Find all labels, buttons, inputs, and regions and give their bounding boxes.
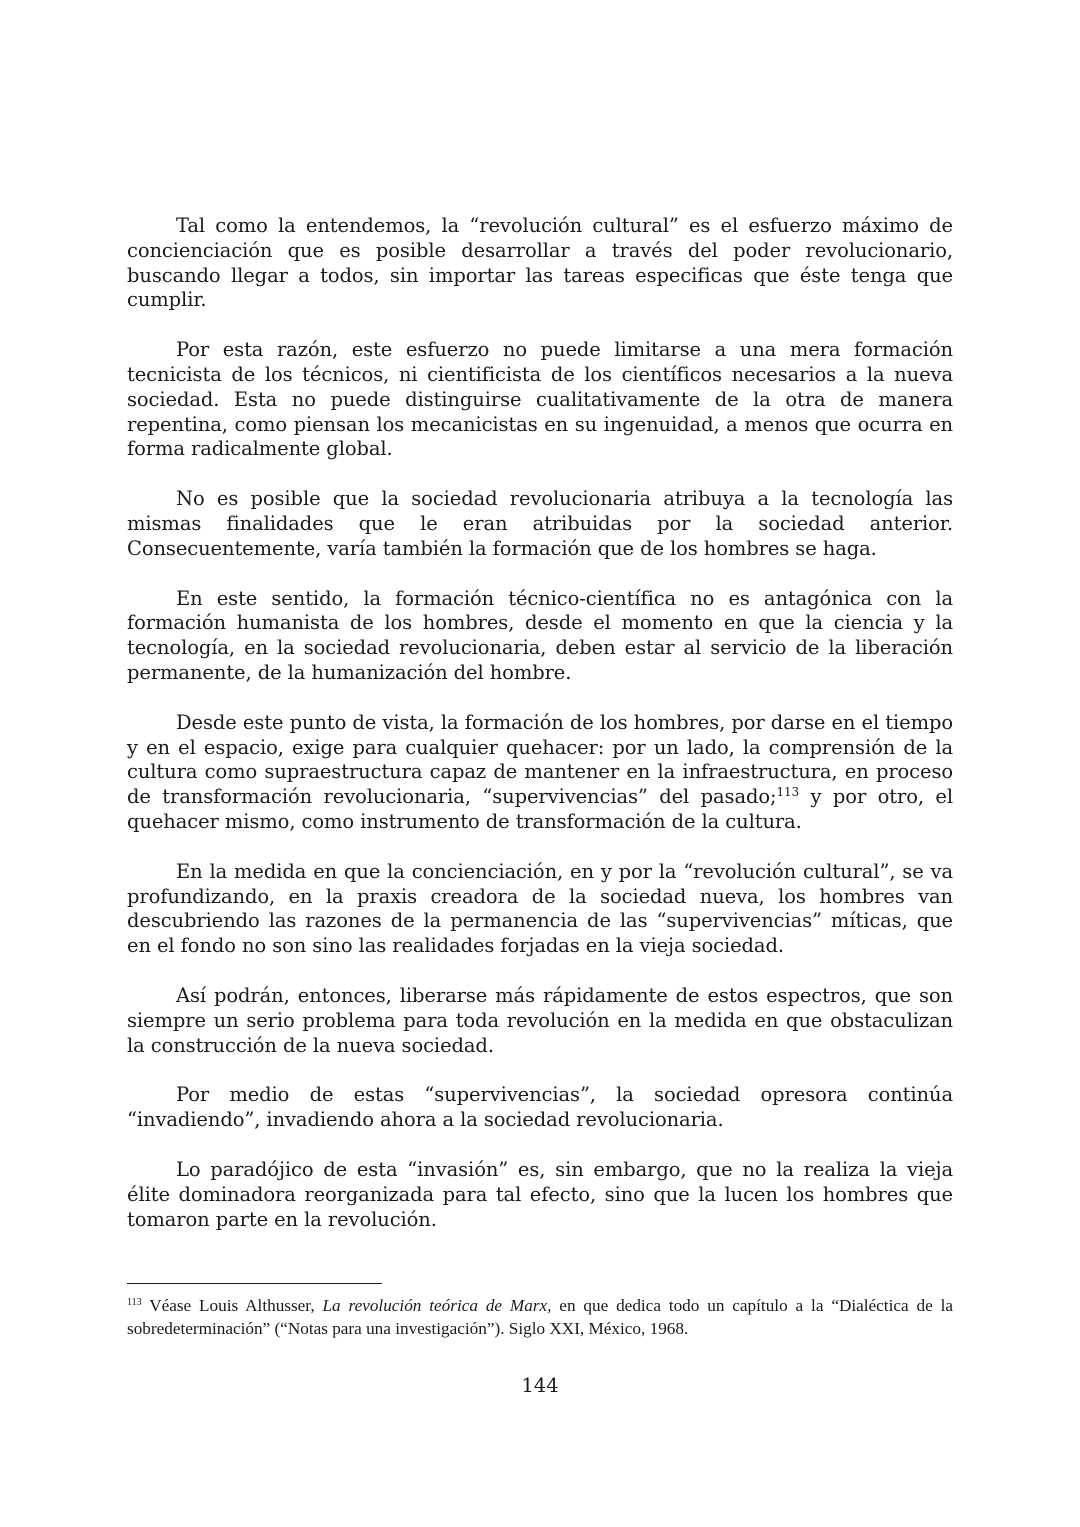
footnote bbox=[127, 1294, 953, 1340]
paragraph-2: Por esta razón, este esfuerzo no puede limitarse a una mera formación tecnicista de los técnicos, ni cientificista de los científicos necesarios a la nueva sociedad. Esta no puede distinguirse cualitativamente de la otra de manera repentina, como piensan los mecanicistas en su ingenuidad, a menos que ocurra en forma radicalmente global. bbox=[127, 338, 953, 461]
footnote-lead: Véase Louis Althusser, bbox=[141, 1296, 323, 1315]
paragraph-3: No es posible que la sociedad revolucionaria atribuya a la tecnología las mismas finalidades que le eran atribuidas por la sociedad anterior. Consecuentemente, varía también la formación que de los hombres se haga. bbox=[127, 487, 953, 560]
paragraph-5 bbox=[127, 711, 953, 835]
footnote-number: 113 bbox=[127, 1297, 142, 1308]
page-number: 144 bbox=[521, 1374, 559, 1397]
footnote-rest: en que dedica todo un capítulo a la “Dialéctica de la sobredeterminación” (“Notas para una investigación”). Siglo XXI, México, 1968. bbox=[127, 1296, 953, 1338]
paragraph-5-text-before: Desde este punto de vista, la formación de los hombres, por darse en el tiempo y en el espacio, exige para cualquier quehacer: por un lado, la comprensión de la cultura como supraestructura capaz de mantener en la infraestructura, en proceso de transformación revolucionaria, “supervivencias” del pasado; bbox=[127, 710, 953, 809]
paragraph-9: Lo paradójico de esta “invasión” es, sin embargo, que no la realiza la vieja élite dominadora reorganizada para tal efecto, sino que la lucen los hombres que tomaron parte en la revolución. bbox=[127, 1157, 953, 1231]
paragraph-5-text-after: y por otro, el quehacer mismo, como instrumento de transformación de la cultura. bbox=[127, 785, 953, 833]
paragraph-4: En este sentido, la formación técnico-científica no es antagónica con la formación humanista de los hombres, desde el momento en que la ciencia y la tecnología, en la sociedad revolucionaria, deben estar al servicio de la liberación permanente, de la humanización del hombre. bbox=[127, 586, 953, 684]
paragraph-8: Por medio de estas “supervivencias”, la sociedad opresora continúa “invadiendo”, invadiendo ahora a la sociedad revolucionaria. bbox=[127, 1083, 953, 1132]
footnote-separator bbox=[127, 1283, 382, 1284]
footnote-book-title: La revolución teórica de Marx, bbox=[322, 1296, 552, 1315]
paragraph-1: Tal como la entendemos, la “revolución cultural” es el esfuerzo máximo de concienciación que es posible desarrollar a través del poder revolucionario, buscando llegar a todos, sin importar las tareas especificas que éste tenga que cumplir. bbox=[127, 214, 953, 312]
paragraph-6: En la medida en que la concienciación, en y por la “revolución cultural”, se va profundizando, en la praxis creadora de la sociedad nueva, los hombres van descubriendo las razones de la permanencia de las “supervivencias” míticas, que en el fondo no son sino las realidades forjadas en la vieja sociedad. bbox=[127, 859, 953, 958]
footnote-reference[interactable]: 113 bbox=[776, 785, 800, 800]
paragraph-7: Así podrán, entonces, liberarse más rápidamente de estos espectros, que son siempre un serio problema para toda revolución en la medida en que obstaculizan la construcción de la nueva sociedad. bbox=[127, 983, 953, 1057]
page-body bbox=[127, 214, 953, 1257]
